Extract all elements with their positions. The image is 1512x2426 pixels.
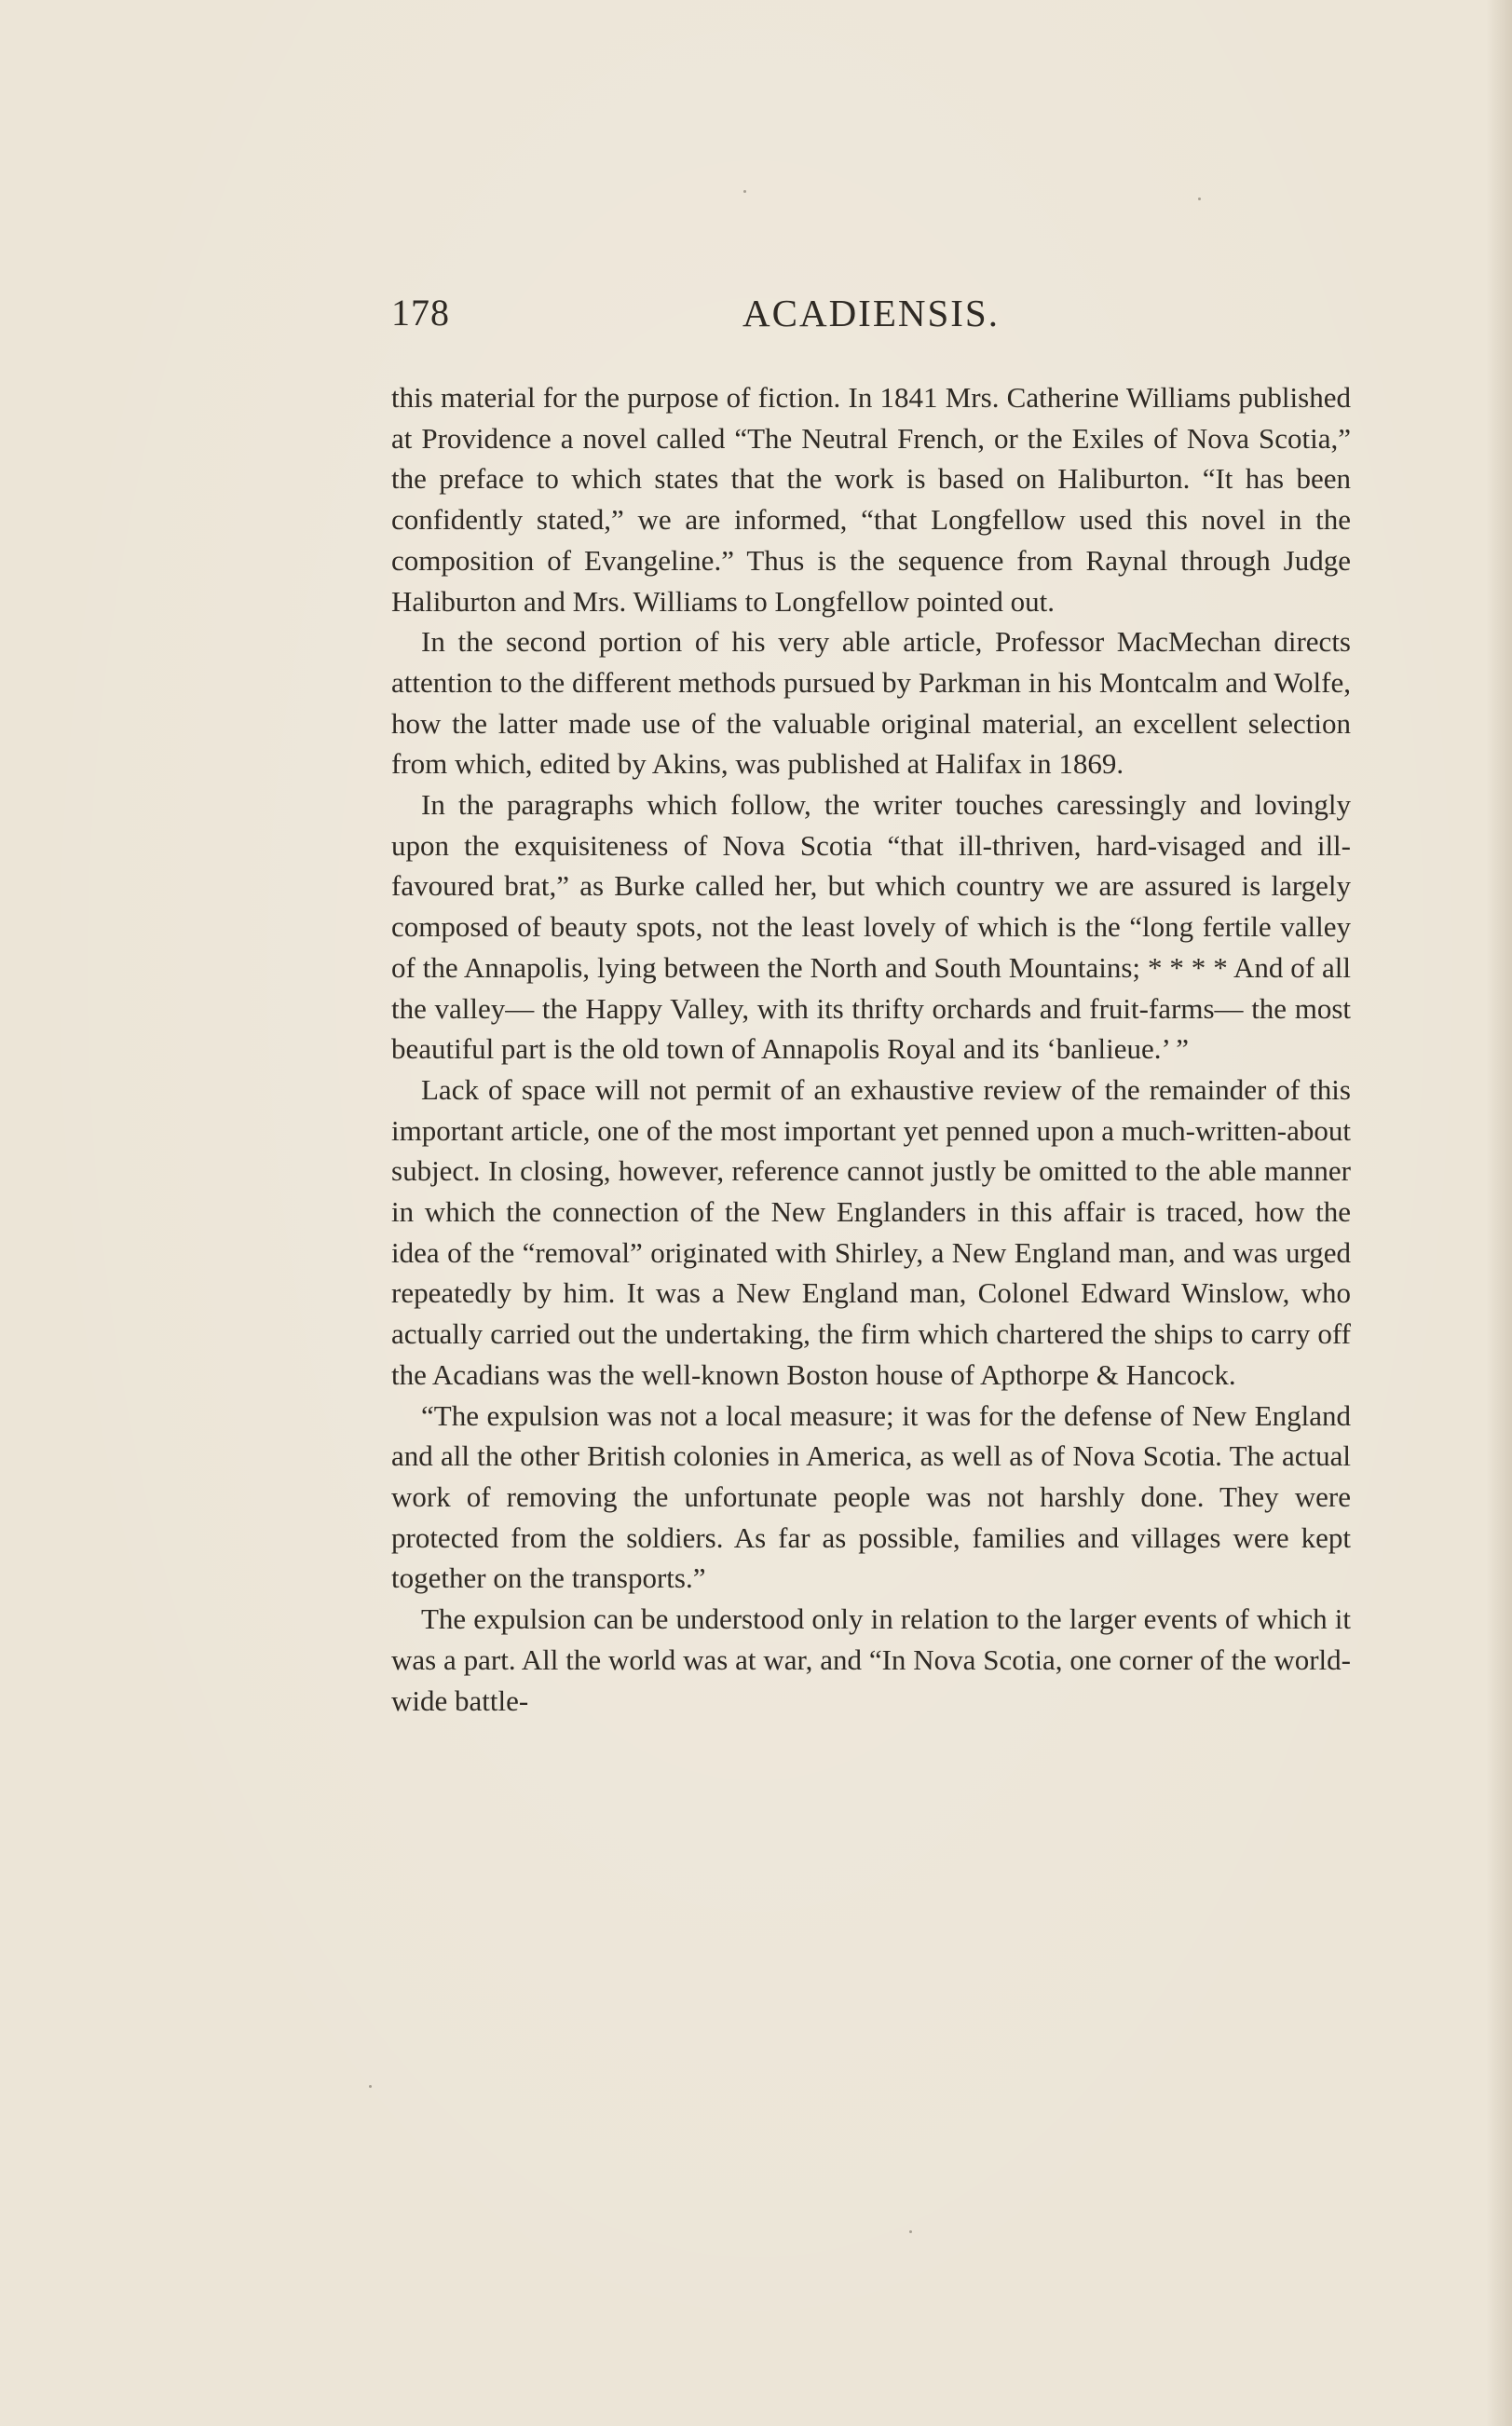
page-edge-shadow xyxy=(1486,0,1512,2426)
paragraph: The expulsion can be understood only in relation to the larger events of which it was a part. All the world was at war, and “In Nova Scotia, one corner of the world-wide battle- xyxy=(391,1602,1351,1717)
paragraph: Lack of space will not permit of an exhaustive review of the remainder of this important article, one of the most important yet penned upon a much-written-about subject. In closing, however, reference cannot justly be omitted to the able manner in which the connection of the New Englanders in this affair is traced, how the idea of the “removal” originated with Shirley, a New England man, and was urged repeatedly by him. It was a New England man, Colonel Edward Winslow, who actually carried out the undertaking, the firm which chartered the ships to carry off the Acadians was the well-known Boston house of Apthorpe & Hancock. xyxy=(391,1072,1351,1391)
paper-speck xyxy=(369,2085,372,2088)
running-title: ACADIENSIS. xyxy=(742,292,1000,334)
paragraph: In the second portion of his very able article, Professor MacMechan directs attention to the different methods pursued by Parkman in his Montcalm and Wolfe, how the latter made use of the valuable original material, an excellent selection from which, edited by Akins, was published at Halifax in 1869. xyxy=(391,625,1351,781)
body-text xyxy=(391,377,1351,1721)
paragraph: this material for the purpose of fiction. In 1841 Mrs. Catherine Williams published at Providence a novel called “The Neutral French, or the Exiles of Nova Scotia,” the preface to which states that the work is based on Haliburton. “It has been confidently stated,” we are informed, “that Longfellow used this novel in the composition of Evangeline.” Thus is the sequence from Raynal through Judge Haliburton and Mrs. Williams to Longfellow pointed out. xyxy=(391,381,1351,618)
paper-speck xyxy=(909,2230,912,2233)
paragraph: In the paragraphs which follow, the writer touches caressingly and lovingly upon the exquisiteness of Nova Scotia “that ill-thriven, hard-visaged and ill-favoured brat,” as Burke called her, but which country we are assured is largely composed of beauty spots, not the least lovely of which is the “long fertile valley of the Annapolis, lying between the North and South Mountains; * * * * And of all the valley— the Happy Valley, with its thrifty orchards and fruit-farms— the most beautiful part is the old town of Annapolis Royal and its ‘banlieue.’ ” xyxy=(391,788,1351,1066)
paper-speck xyxy=(1198,198,1201,200)
page-header xyxy=(391,291,1351,347)
paragraph: “The expulsion was not a local measure; it was for the defense of New England and all the other British colonies in America, as well as of Nova Scotia. The actual work of removing the unfortunate people was not harshly done. They were protected from the soldiers. As far as possible, families and villages were kept together on the transports.” xyxy=(391,1398,1351,1595)
page-number: 178 xyxy=(391,292,450,334)
paper-speck xyxy=(743,190,746,193)
